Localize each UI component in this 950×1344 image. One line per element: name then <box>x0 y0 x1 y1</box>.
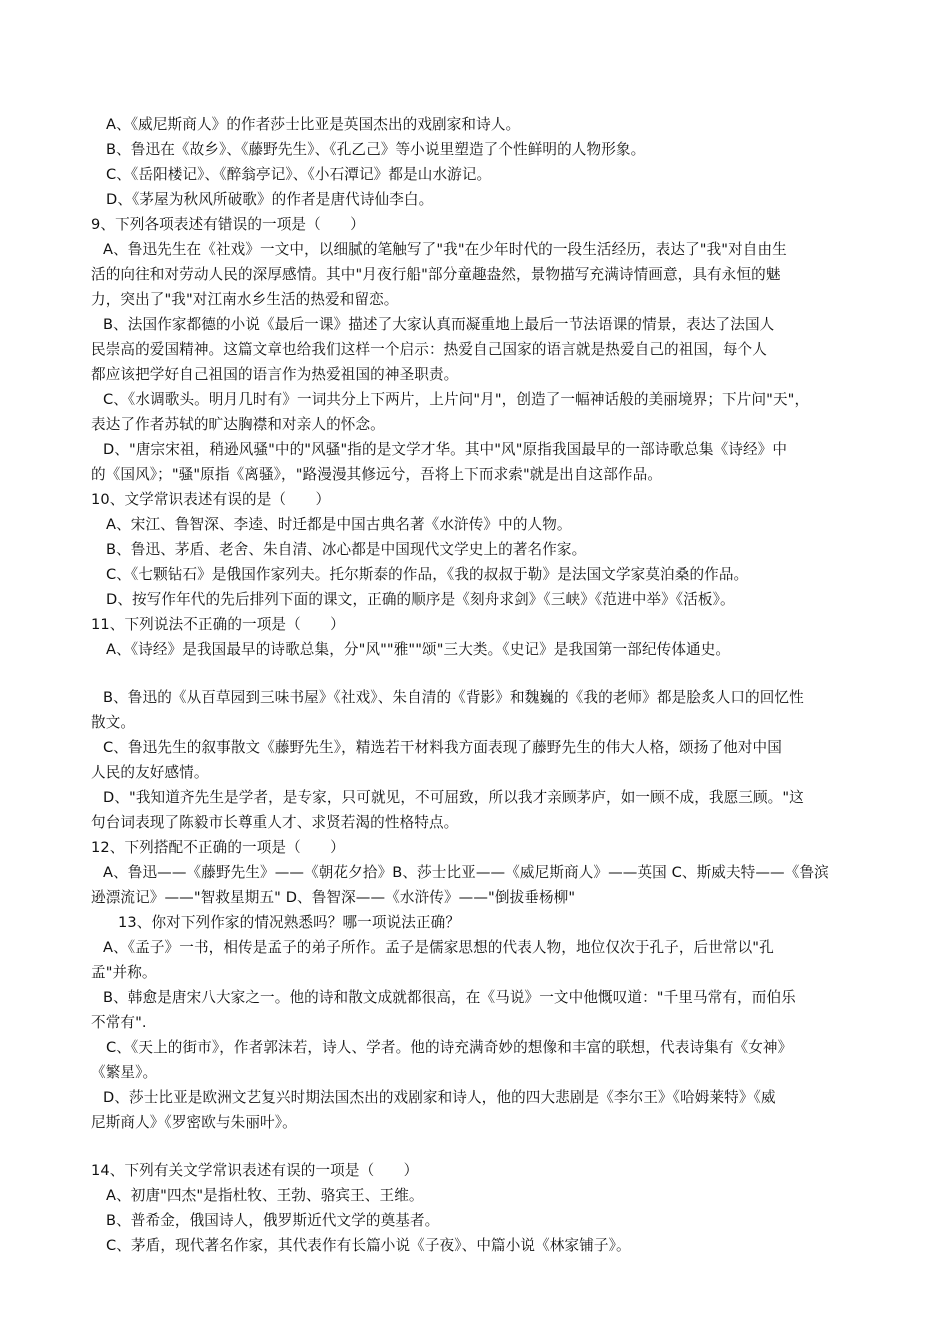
text-line: D、"唐宗宋祖，稍逊风骚"中的"风骚"指的是文学才华。其中"风"原指我国最早的一部诗歌总集《诗经》中 <box>103 441 788 458</box>
text-line: B、韩愈是唐宋八大家之一。他的诗和散文成就都很高，在《马说》一文中他慨叹道："千里马常有，而伯乐 <box>103 989 796 1006</box>
text-line: A、宋江、鲁智深、李逵、时迁都是中国古典名著《水浒传》中的人物。 <box>106 516 572 533</box>
question-heading: 11、下列说法不正确的一项是（ ） <box>91 616 345 633</box>
text-line: A、《威尼斯商人》的作者莎士比亚是英国杰出的戏剧家和诗人。 <box>106 116 521 133</box>
text-line: C、茅盾，现代著名作家，其代表作有长篇小说《子夜》、中篇小说《林家铺子》。 <box>106 1237 631 1254</box>
text-line: A、鲁迅——《藤野先生》——《朝花夕拾》B、莎士比亚——《威尼斯商人》——英国 C、斯威夫特——《鲁滨 <box>103 864 829 881</box>
text-line: 尼斯商人》《罗密欧与朱丽叶》。 <box>91 1114 297 1131</box>
text-line: 人民的友好感情。 <box>91 764 209 781</box>
text-line: 民崇高的爱国精神。这篇文章也给我们这样一个启示：热爱自己国家的语言就是热爱自己的祖国，每个人 <box>91 341 767 358</box>
question-heading: 10、文学常识表述有误的是（ ） <box>91 491 331 508</box>
question-heading: 14、下列有关文学常识表述有误的一项是（ ） <box>91 1162 419 1179</box>
text-line: 不常有". <box>91 1014 147 1031</box>
text-line: D、莎士比亚是欧洲文艺复兴时期法国杰出的戏剧家和诗人，他的四大悲剧是《李尔王》《哈姆莱特》《威 <box>103 1089 776 1106</box>
text-line: B、法国作家都德的小说《最后一课》描述了大家认真而凝重地上最后一节法语课的情景，表达了法国人 <box>103 316 775 333</box>
text-line: C、《七颗钻石》是俄国作家列夫。托尔斯泰的作品，《我的叔叔于勒》是法国文学家莫泊桑的作品。 <box>106 566 749 583</box>
text-line: 散文。 <box>91 714 136 731</box>
text-line: 的《国风》；"骚"原指《离骚》，"路漫漫其修远兮，吾将上下而求索"就是出自这部作品。 <box>91 466 663 483</box>
text-line: B、鲁迅的《从百草园到三味书屋》《社戏》、朱自清的《背影》和魏巍的《我的老师》都是脍炙人口的回忆性 <box>103 689 804 706</box>
text-line: 句台词表现了陈毅市长尊重人才、求贤若渴的性格特点。 <box>91 814 459 831</box>
text-line: A、鲁迅先生在《社戏》一文中，以细腻的笔触写了"我"在少年时代的一段生活经历，表达了"我"对自由生 <box>103 241 787 258</box>
text-line: B、普希金，俄国诗人，俄罗斯近代文学的奠基者。 <box>106 1212 440 1229</box>
text-line: A、《诗经》是我国最早的诗歌总集，分"风""雅""颂"三大类。《史记》是我国第一部纪传体通史。 <box>106 641 731 658</box>
text-line: A、《孟子》一书，相传是孟子的弟子所作。孟子是儒家思想的代表人物，地位仅次于孔子，后世常以"孔 <box>103 939 774 956</box>
text-line: D、"我知道齐先生是学者，是专家，只可就见，不可屈致，所以我才亲顾茅庐，如一顾不成，我愿三顾。"这 <box>103 789 804 806</box>
question-heading: 13、你对下列作家的情况熟悉吗？哪一项说法正确？ <box>118 914 461 931</box>
question-heading: 9、下列各项表述有错误的一项是（ ） <box>91 216 365 233</box>
text-line: D、按写作年代的先后排列下面的课文，正确的顺序是《刻舟求剑》《三峡》《范进中举》《活板》。 <box>106 591 735 608</box>
text-line: C、鲁迅先生的叙事散文《藤野先生》，精选若干材料我方面表现了藤野先生的伟大人格，颂扬了他对中国 <box>103 739 782 756</box>
text-line: C、《天上的街市》，作者郭沫若，诗人、学者。他的诗充满奇妙的想像和丰富的联想，代表诗集有《女神》 <box>106 1039 793 1056</box>
text-line: 表达了作者苏轼的旷达胸襟和对亲人的怀念。 <box>91 416 385 433</box>
text-line: C、《水调歌头。明月几时有》一词共分上下两片，上片问"月"，创造了一幅神话般的美丽境界；下片问"天"， <box>103 391 810 408</box>
text-line: 孟"并称。 <box>91 964 157 981</box>
question-heading: 12、下列搭配不正确的一项是（ ） <box>91 839 345 856</box>
text-line: 力，突出了"我"对江南水乡生活的热爱和留恋。 <box>91 291 399 308</box>
text-line: D、《茅屋为秋风所破歌》的作者是唐代诗仙李白。 <box>106 191 434 208</box>
text-line: B、鲁迅、茅盾、老舍、朱自清、冰心都是中国现代文学史上的著名作家。 <box>106 541 587 558</box>
text-line: 都应该把学好自己祖国的语言作为热爱祖国的神圣职责。 <box>91 366 459 383</box>
text-line: 活的向往和对劳动人民的深厚感情。其中"月夜行船"部分童趣盎然，景物描写充满诗情画意，具有永恒的魅 <box>91 266 781 283</box>
text-line: C、《岳阳楼记》、《醉翁亭记》、《小石潭记》都是山水游记。 <box>106 166 492 183</box>
text-line: A、初唐"四杰"是指杜牧、王勃、骆宾王、王维。 <box>106 1187 424 1204</box>
text-line: B、鲁迅在《故乡》、《藤野先生》、《孔乙己》等小说里塑造了个性鲜明的人物形象。 <box>106 141 646 158</box>
text-line: 逊漂流记》——"智救星期五" D、鲁智深——《水浒传》——"倒拔垂杨柳" <box>91 889 576 906</box>
text-line: 《繁星》。 <box>91 1064 158 1081</box>
